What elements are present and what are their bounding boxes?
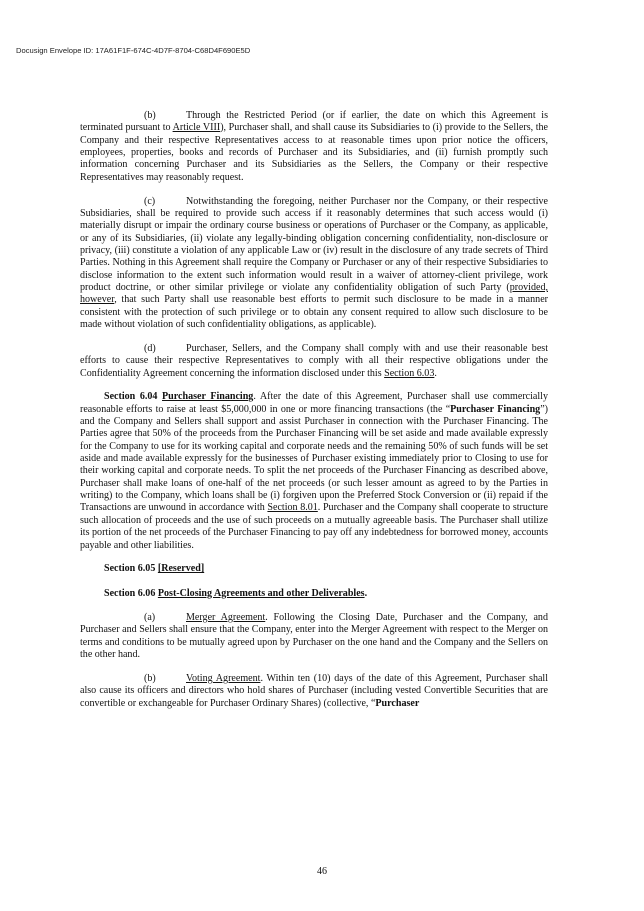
paragraph-6-06-a: (a) Merger Agreement. Following the Closing Date, Purchaser and the Company, and Purchaser and Sellers shall ensure that the Company, enter into the Merger Agreement with respect to the Merger on terms and conditions to be mutually agreed upon by Purchaser on the one hand and the Company and the Sellers on the other hand. — [80, 612, 548, 661]
section-title: [Reserved] — [157, 563, 205, 575]
paragraph-label: (d) — [144, 342, 156, 354]
section-6-04-paragraph: Section 6.04 Purchaser Financing. After the date of this Agreement, Purchaser shall use commercially reasonable efforts to raise at least $5,000,000 in one or more financing transactions (the “Purchaser Financing”) and the Company and Sellers shall support and assist Purchaser in connection with the Purchaser Financing. The Parties agree that 50% of the proceeds from the Purchaser Financing will be set aside and made available expressly for the Company to use for its working capital and corporate needs and the remaining 50% of such funds will be set aside and made available expressly for the businesses of Purchaser existing immediately prior to Closing to use for their working capital and corporate needs. To split the net proceeds of the Purchaser Financing as described above, Purchaser shall make loans of one-half of the net proceeds (or such lesser amount as agreed to by the Parties in writing) to the Company, which loans shall be (i) forgiven upon the Preferred Stock Conversion or (ii) repaid if the Transactions are unwound in accordance with Section 8.01. Purchaser and the Company shall cooperate to structure such allocation of proceeds and the use of such proceeds on a mutually agreeable basis. The Purchaser shall utilize its portion of the net proceeds of the Purchaser Financing to pay off any indebtedness for borrowed money, accounts payable and other liabilities. — [80, 391, 548, 551]
defined-term: Purchaser — [375, 697, 420, 709]
provided-however-term: provided, however — [80, 281, 548, 306]
cross-reference-section-8-01[interactable]: Section 8.01 — [267, 502, 318, 514]
subsection-title: Voting Agreement — [186, 672, 261, 684]
paragraph-label: (c) — [144, 195, 156, 207]
cross-reference-section-6-03[interactable]: Section 6.03 — [384, 367, 435, 379]
cross-reference-article-viii[interactable]: Article VIII — [172, 122, 221, 134]
defined-term: Purchaser Financing — [450, 403, 541, 415]
section-6-06-heading: Section 6.06 Post-Closing Agreements and other Deliverables. — [104, 587, 368, 599]
docusign-envelope-id: Docusign Envelope ID: 17A61F1F-674C-4D7F-8704-C68D4F690E5D — [16, 46, 251, 55]
paragraph-label: (a) — [144, 612, 156, 624]
paragraph-label: (b) — [144, 110, 156, 121]
section-title: Purchaser Financing — [162, 391, 254, 403]
page-number: 46 — [317, 866, 327, 877]
section-number: Section 6.05 — [104, 563, 156, 575]
paragraph-6-06-b: (b) Voting Agreement. Within ten (10) days of the date of this Agreement, Purchaser shall also cause its officers and directors who hold shares of Purchaser (including vested Convertible Securities that are convertible or exchangeable for Purchaser Ordinary Shares) (collective, “Purchaser — [80, 672, 549, 709]
document-body — [80, 110, 548, 721]
section-6-05-heading — [80, 563, 548, 575]
paragraph-6-03-d: (d) Purchaser, Sellers, and the Company shall comply with and use their reasonable best efforts to cause their respective Representatives to comply with all their respective obligations under the Confidentiality Agreement concerning the information disclosed under this Section 6.03. — [80, 342, 548, 379]
section-title: Post-Closing Agreements and other Deliverables — [157, 587, 365, 599]
section-number: Section 6.04 — [104, 391, 158, 403]
subsection-title: Merger Agreement — [186, 612, 266, 624]
paragraph-6-03-b: (b) Through the Restricted Period (or if earlier, the date on which this Agreement is terminated pursuant to Article VIII), Purchaser shall, and shall cause its Subsidiaries to (i) provide to the Sellers, the Company and their respective Representatives access to at reasonable times upon prior notice the officers, employees, properties, books and records of Purchaser and its Subsidiaries, and (ii) furnish promptly such information concerning Purchaser and its Subsidiaries as the Sellers, the Company or their respective Representatives may reasonably request. — [80, 110, 548, 183]
section-number: Section 6.06 — [104, 587, 156, 599]
paragraph-label: (b) — [144, 672, 156, 684]
paragraph-6-03-c: (c) Notwithstanding the foregoing, neither Purchaser nor the Company, or their respective Subsidiaries, shall be required to provide such access if it reasonably determines that such access would (i) materially disrupt or impair the ordinary course business or operations of Purchaser or the Company, as applicable, or any of its Subsidiaries, (ii) violate any legally-binding obligation concerning confidentiality, non-disclosure or privacy, (iii) constitute a violation of any applicable Law or (iv) result in the disclosure of any trade secrets of Third Parties. Nothing in this Agreement shall require the Company or Purchaser or any of their respective Subsidiaries to disclose information to the extent such information would result in a waiver of attorney-client privilege, work product doctrine, or other similar privilege or violate any confidentiality obligation of such Party (provided, however, that such Party shall use reasonable best efforts to permit such disclosure to be made in a manner consistent with the protection of such privilege or to obtain any consent required to allow such disclosure to be made without violation of such confidentiality obligations, as applicable). — [80, 195, 548, 330]
